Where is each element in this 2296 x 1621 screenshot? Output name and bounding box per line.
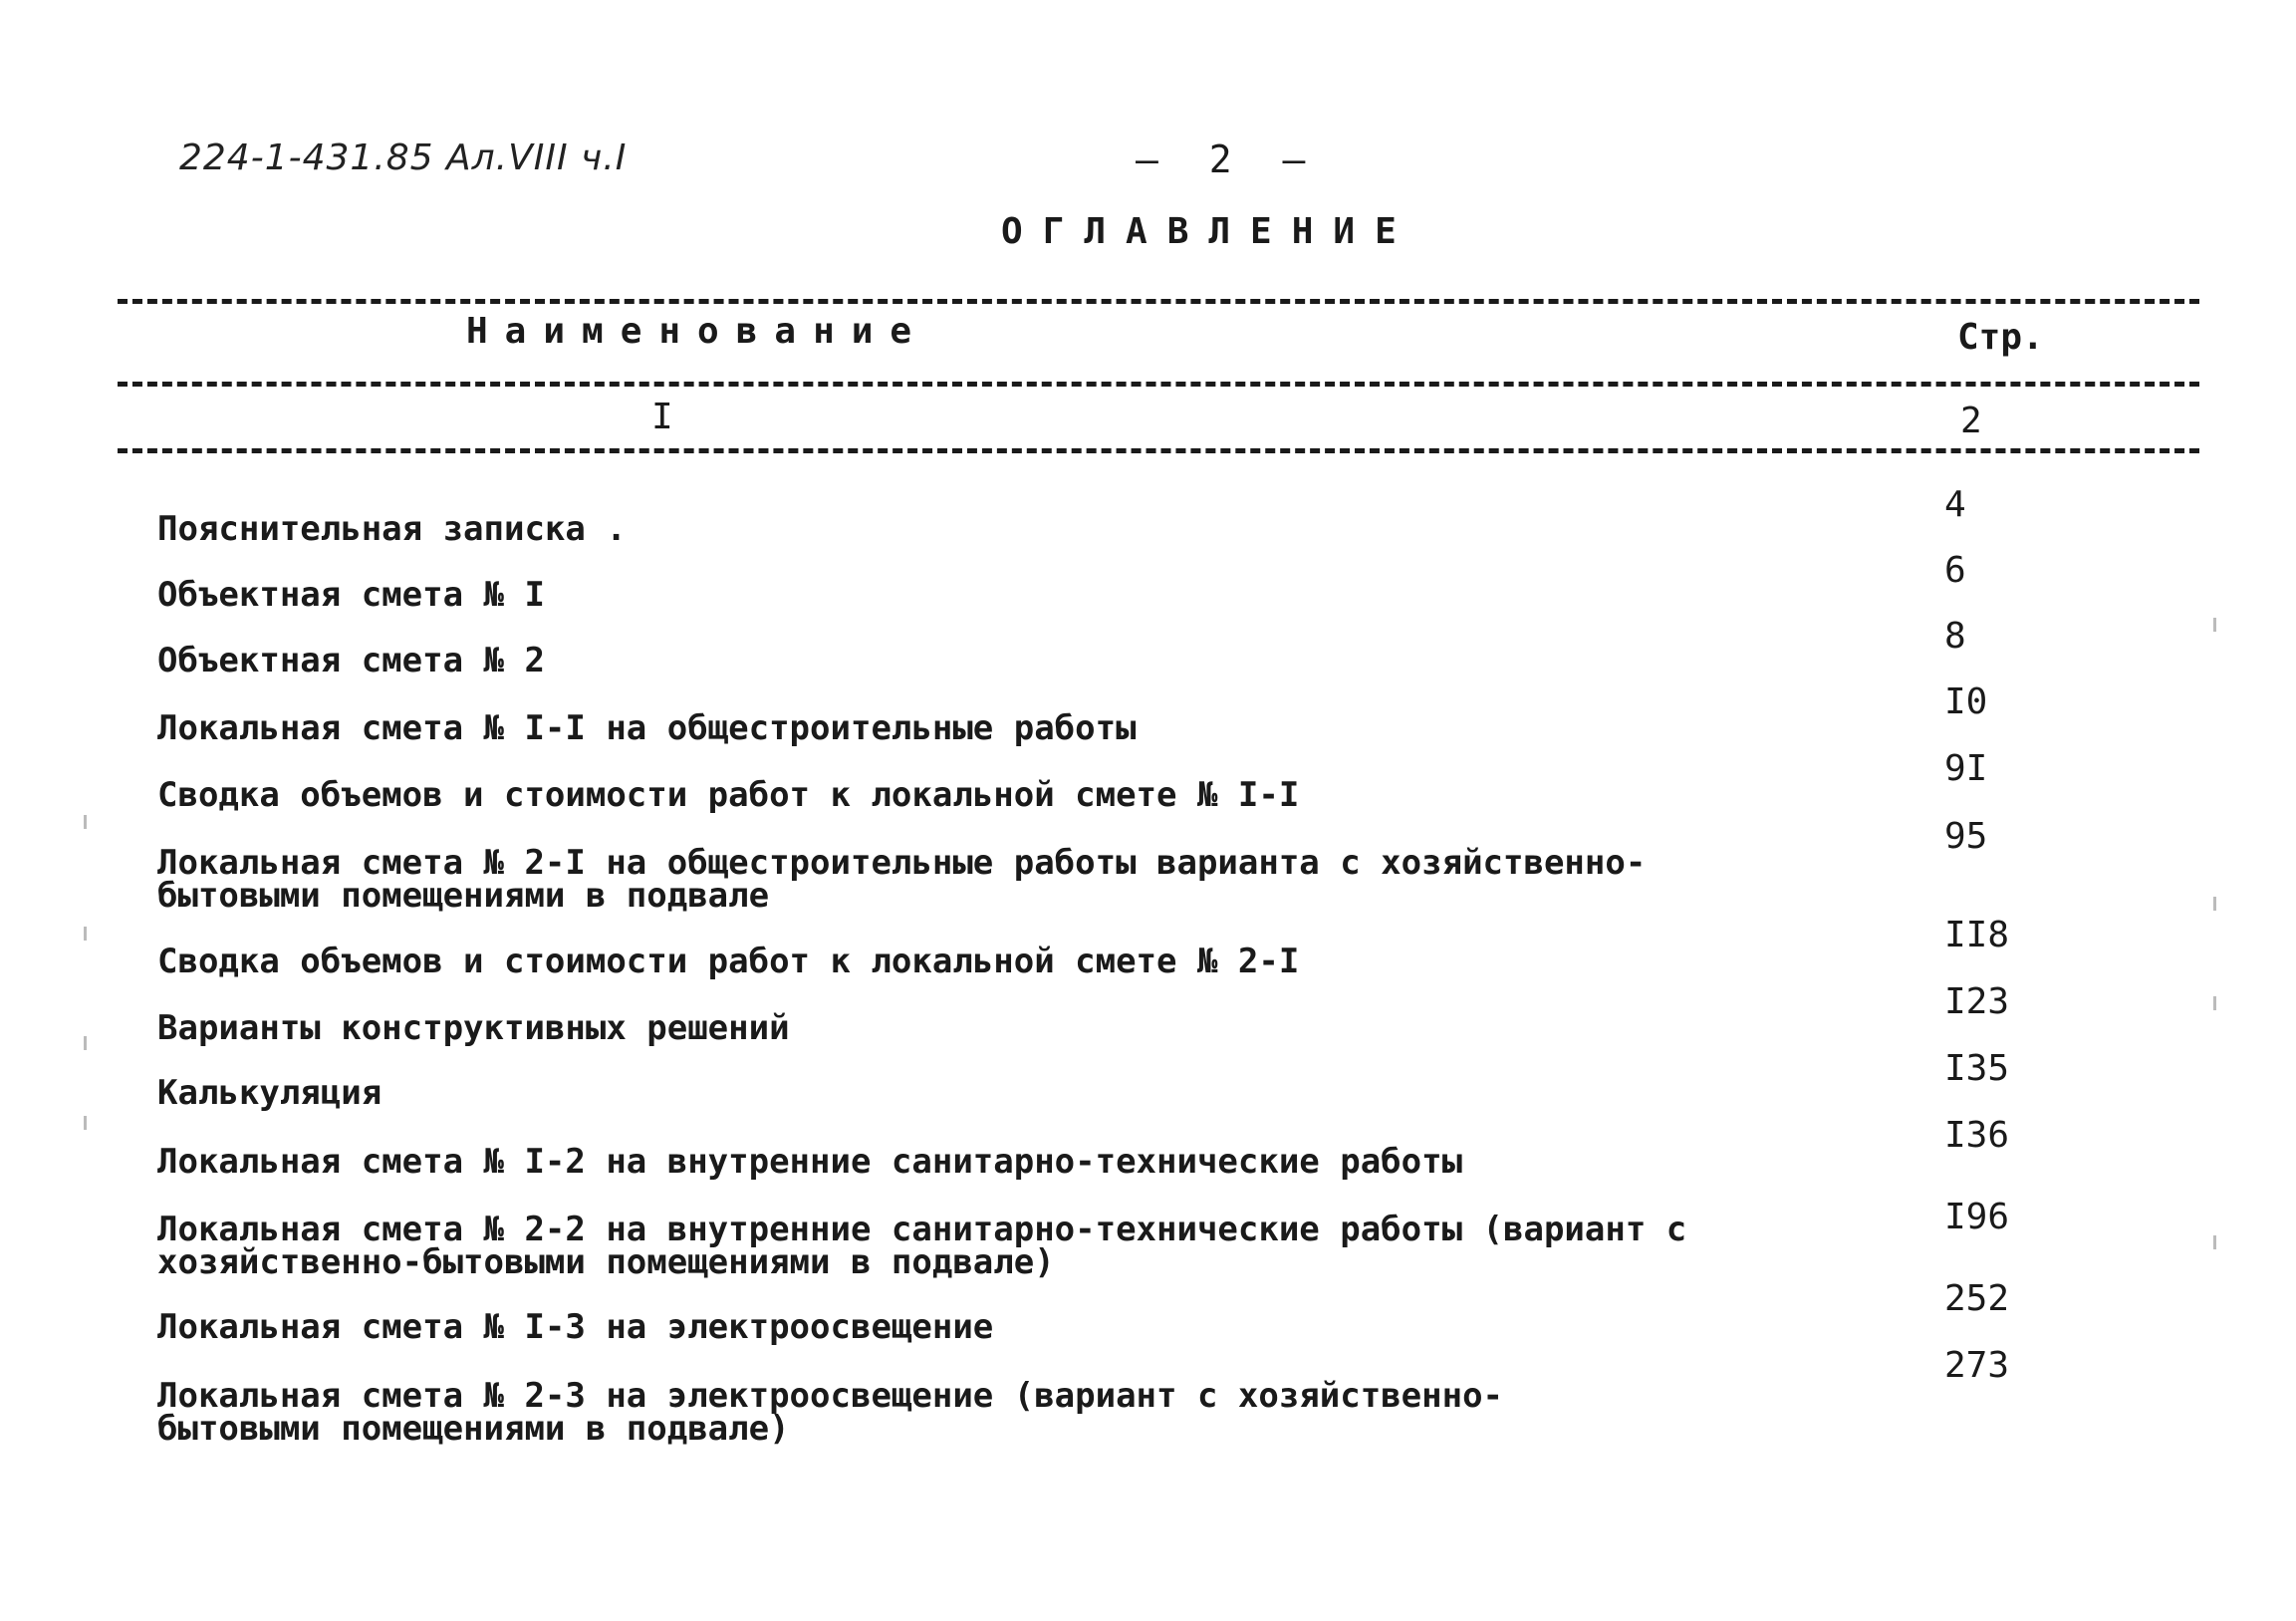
toc-entry-page: 4	[1944, 484, 1966, 525]
toc-entry-page: II8	[1944, 915, 2010, 955]
toc-entry-name: Варианты конструктивных решений	[157, 1008, 790, 1048]
toc-entry-page: 273	[1944, 1345, 2010, 1386]
toc-entry-name: Пояснительная записка .	[157, 509, 627, 549]
toc-entry-page: I35	[1944, 1048, 2010, 1089]
column-number-name: I	[651, 397, 673, 437]
column-header-page: Стр.	[1957, 317, 2044, 358]
toc-entry-page: 95	[1944, 816, 1988, 857]
toc-entry-name: Объектная смета № 2	[157, 641, 545, 680]
toc-entry-page: 6	[1944, 550, 1966, 591]
scan-speck	[84, 1116, 87, 1130]
toc-entry-page: 8	[1944, 616, 1966, 657]
toc-title: ОГЛАВЛЕНИЕ	[1001, 211, 1416, 252]
scan-speck	[84, 1036, 87, 1050]
toc-entry-name: Локальная смета № I-3 на электроосвещение	[157, 1307, 994, 1347]
scan-speck	[2213, 897, 2216, 911]
toc-entry-name: Локальная смета № I-2 на внутренние санитарно-технические работы	[157, 1142, 1463, 1182]
scan-speck	[84, 815, 87, 829]
toc-entry-name: Локальная смета № 2-2 на внутренние санитарно-технические работы (вариант с хозяйственно-бытовыми помещениями в подвале)	[157, 1210, 1687, 1282]
toc-entry-page: 252	[1944, 1278, 2010, 1319]
toc-entry-page: I96	[1944, 1197, 2010, 1237]
toc-entry-name: Сводка объемов и стоимости работ к локальной смете № 2-I	[157, 942, 1300, 981]
scan-speck	[2213, 1235, 2216, 1249]
column-number-rule	[118, 448, 2199, 453]
toc-entry	[157, 1345, 2010, 1479]
toc-entry-page: I0	[1944, 681, 1988, 722]
scan-speck	[2213, 996, 2216, 1010]
toc-entry-name: Локальная смета № I-I на общестроительные работы	[157, 708, 1137, 748]
toc-entry-name: Локальная смета № 2-3 на электроосвещение (вариант с хозяйственно- бытовыми помещениями в подвале)	[157, 1376, 1504, 1449]
scan-speck	[2213, 618, 2216, 632]
header-rule	[118, 382, 2199, 387]
toc-entry-name: Сводка объемов и стоимости работ к локальной смете № I-I	[157, 775, 1300, 815]
toc-entry-name: Объектная смета № I	[157, 575, 545, 615]
page-number: – 2 –	[1136, 137, 1320, 181]
toc-entry-page: I36	[1944, 1115, 2010, 1156]
toc-entry-name: Локальная смета № 2-I на общестроительные работы варианта с хозяйственно- бытовыми помещениями в подвале	[157, 843, 1647, 916]
toc-entry-name: Калькуляция	[157, 1073, 383, 1113]
toc-entry-page: I23	[1944, 981, 2010, 1022]
column-header-name: Наименование	[466, 311, 929, 352]
table-top-rule	[118, 299, 2199, 304]
document-code: 224-1-431.85 Ал.VIII ч.I	[179, 137, 628, 178]
scan-speck	[84, 927, 87, 941]
column-number-page: 2	[1960, 401, 1982, 441]
toc-entry-page: 9I	[1944, 748, 1988, 789]
